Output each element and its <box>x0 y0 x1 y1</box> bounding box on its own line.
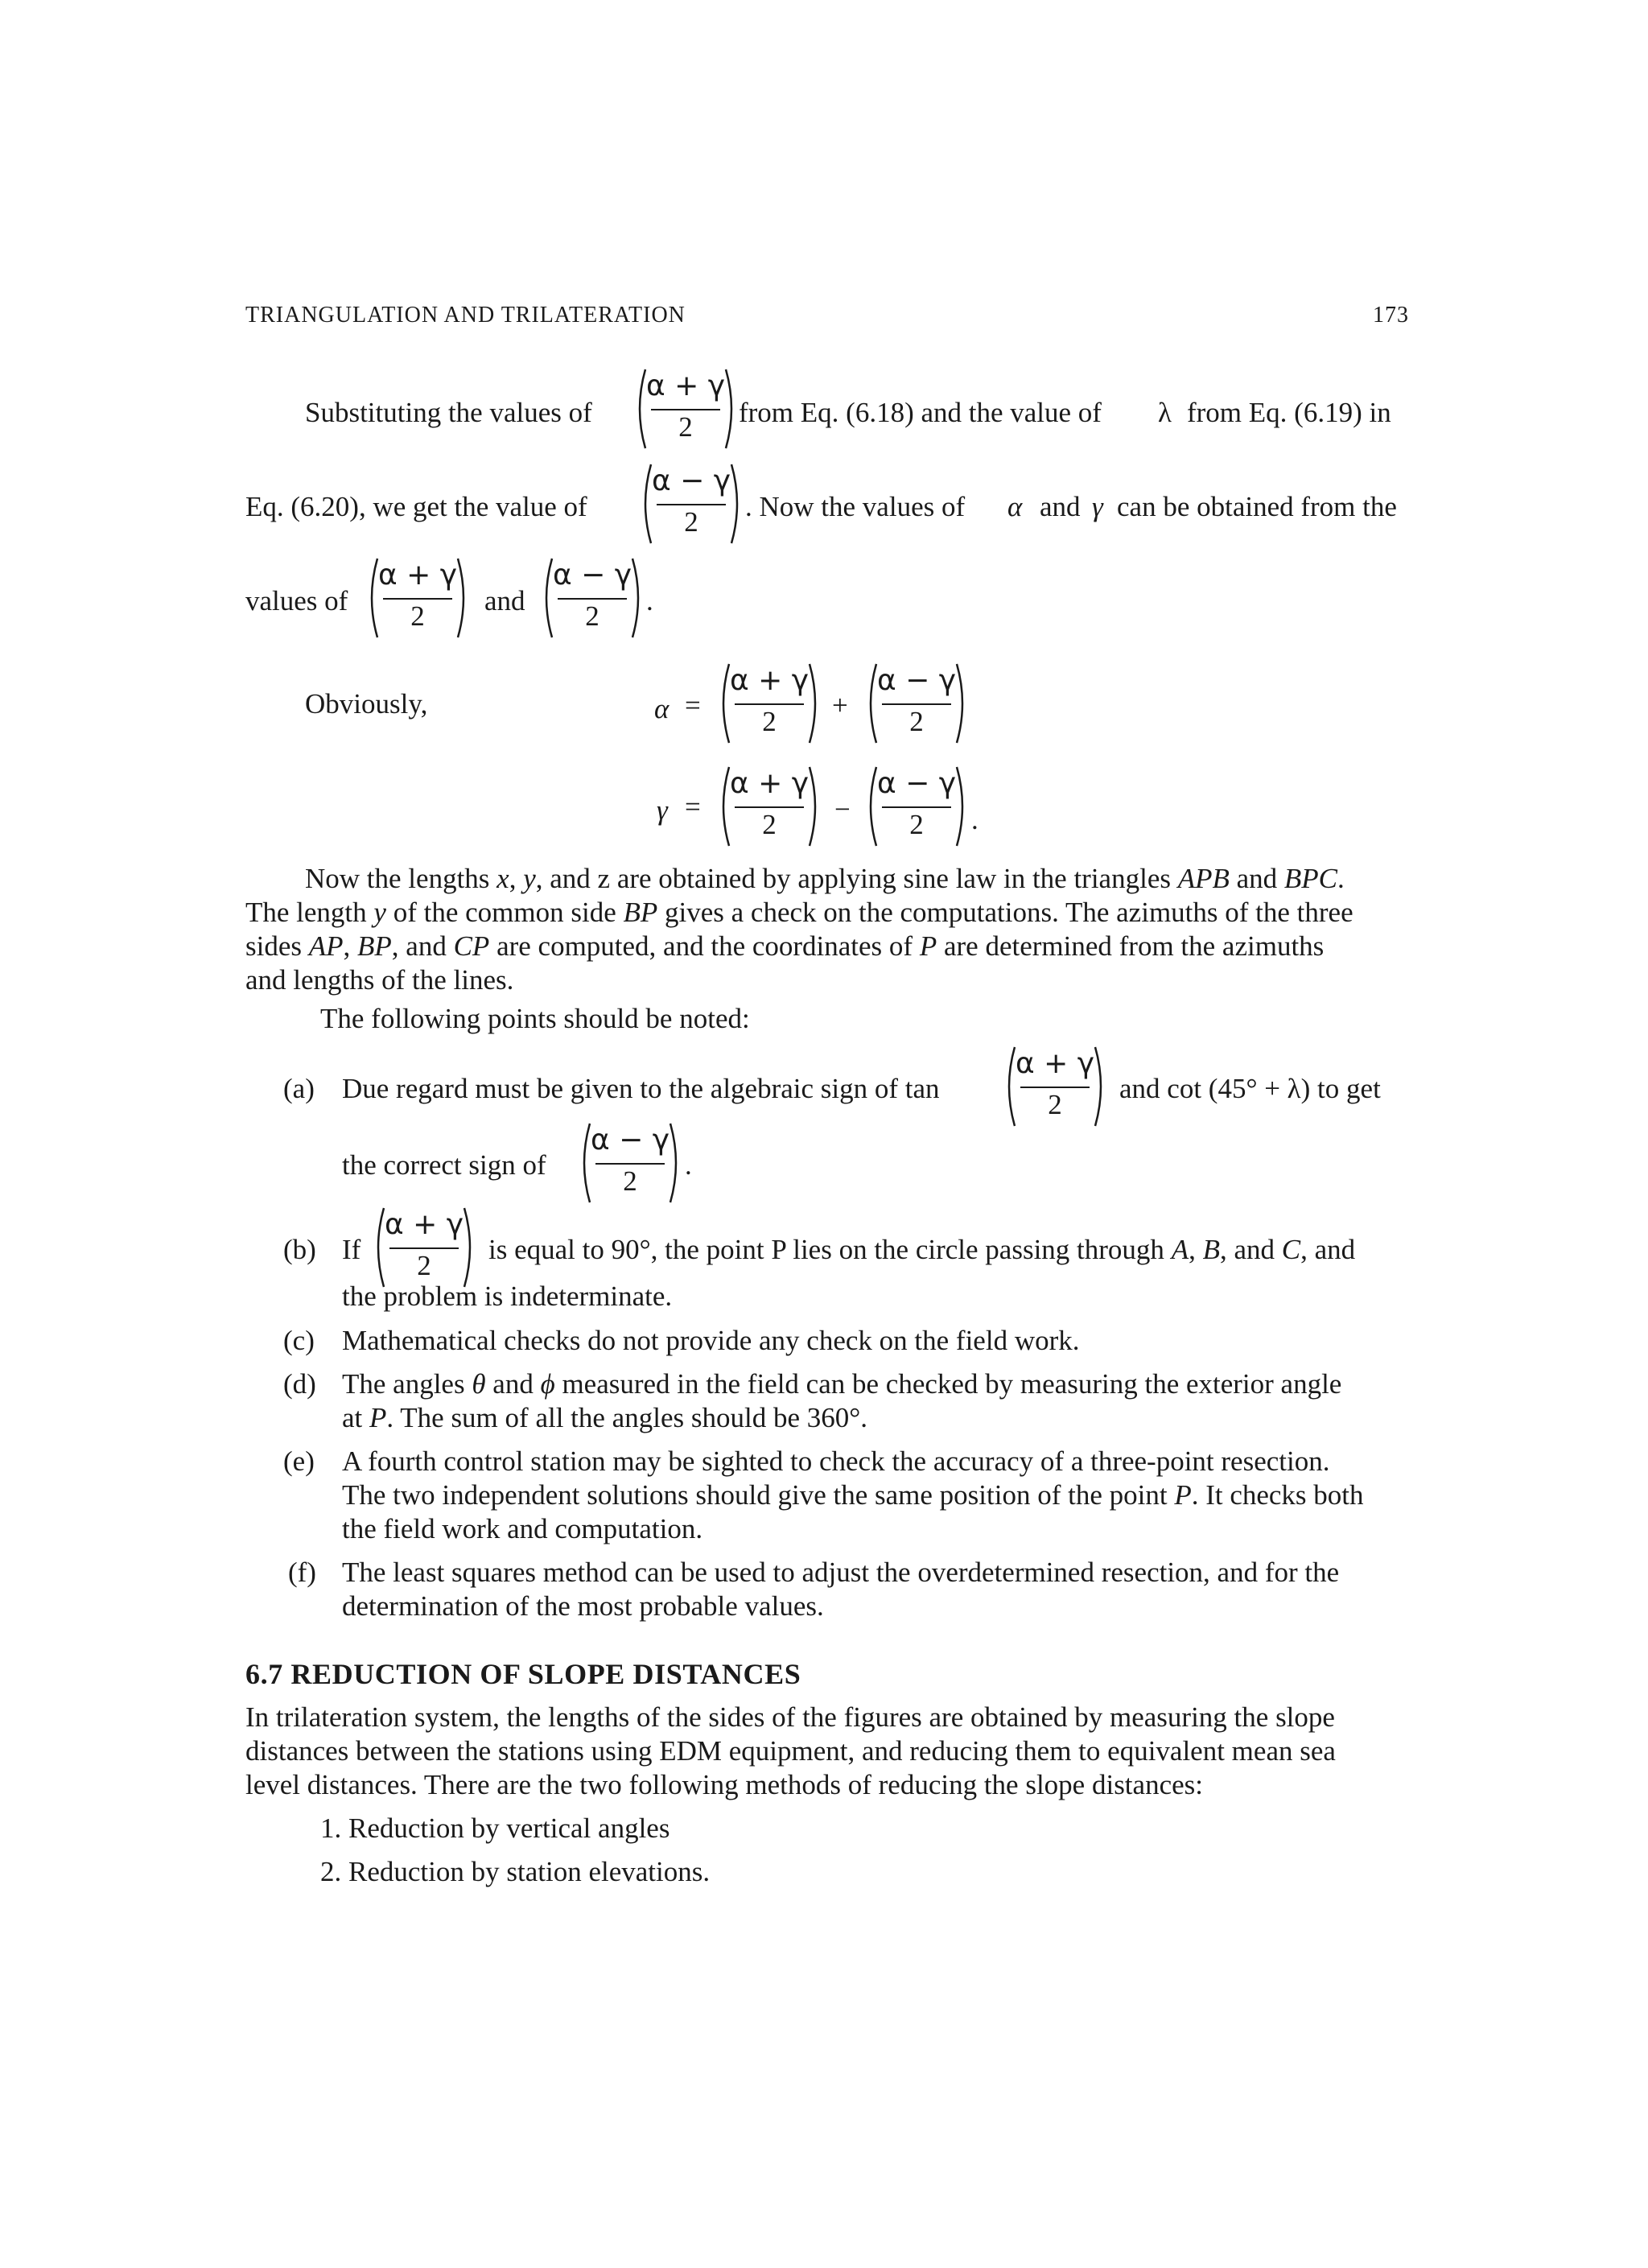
book-page <box>245 0 1409 2268</box>
fraction-denominator: 2 <box>684 506 698 538</box>
section-para-line1: In trilateration system, the lengths of the sides of the figures are obtained by measuring the slope <box>245 1701 1335 1733</box>
note-c-text: Mathematical checks do not provide any check on the field work. <box>342 1325 1080 1356</box>
right-paren <box>1093 1045 1109 1128</box>
right-paren <box>455 556 472 640</box>
right-paren <box>462 1206 478 1289</box>
alpha-symbol: α <box>1007 491 1023 522</box>
fraction-sum <box>364 556 472 640</box>
fraction-bar <box>651 409 720 410</box>
fraction-denominator: 2 <box>678 411 693 443</box>
fraction-bar <box>383 598 452 600</box>
fraction-numerator: α − γ <box>877 767 957 800</box>
para1-line1: Now the lengths x, y, and z are obtained by applying sine law in the triangles APB and BPC. <box>305 863 1345 894</box>
fraction-denominator: 2 <box>1048 1089 1062 1120</box>
fraction-numerator: α − γ <box>652 464 731 497</box>
note-c-label: (c) <box>283 1325 315 1356</box>
section-para-line2: distances between the stations using EDM equipment, and reducing them to equivalent mean sea <box>245 1735 1336 1767</box>
intro-line2-and: and <box>1040 491 1081 522</box>
intro-line2-text-c: can be obtained from the <box>1117 491 1397 522</box>
list-item: 2. Reduction by station elevations. <box>320 1856 711 1887</box>
note-a-line2: the correct sign of <box>342 1149 546 1181</box>
note-b-if: If <box>342 1234 361 1265</box>
fraction-bar <box>657 504 726 505</box>
right-paren <box>954 662 970 745</box>
fraction-diff <box>863 662 970 745</box>
obviously-label: Obviously, <box>305 688 428 720</box>
para1-line4: and lengths of the lines. <box>245 964 514 996</box>
eq2-equals: = <box>685 791 701 823</box>
fraction-numerator: α + γ <box>1016 1047 1095 1080</box>
fraction-denominator: 2 <box>623 1165 637 1197</box>
fraction-bar <box>595 1163 665 1165</box>
fraction-denominator: 2 <box>585 600 599 632</box>
right-paren <box>630 556 646 640</box>
fraction-diff <box>637 462 745 546</box>
gamma-symbol: γ <box>1092 491 1103 522</box>
note-d-line1: The angles θ and ϕ measured in the field can be checked by measuring the exterior angle <box>342 1368 1342 1400</box>
note-e-line1: A fourth control station may be sighted to check the accuracy of a three-point resection. <box>342 1445 1330 1477</box>
note-b-label: (b) <box>283 1234 316 1265</box>
fraction-diff <box>538 556 646 640</box>
intro-line2-text-a: Eq. (6.20), we get the value of <box>245 491 587 522</box>
fraction-denominator: 2 <box>909 809 924 840</box>
fraction-denominator: 2 <box>410 600 425 632</box>
note-e-label: (e) <box>283 1445 315 1477</box>
note-d-label: (d) <box>283 1368 316 1400</box>
fraction-bar <box>558 598 627 600</box>
fraction-numerator: α + γ <box>385 1208 464 1241</box>
note-b-line2: the problem is indeterminate. <box>342 1280 673 1312</box>
eq1-alpha: α <box>654 693 670 724</box>
fraction-bar <box>735 703 804 705</box>
section-heading: 6.7 REDUCTION OF SLOPE DISTANCES <box>245 1658 801 1690</box>
period: . <box>646 585 653 616</box>
intro-line1-text-c: from Eq. (6.19) in <box>1187 397 1391 428</box>
note-a-period: . <box>685 1149 692 1181</box>
eq2-gamma: γ <box>657 794 668 826</box>
right-paren <box>807 662 823 745</box>
intro-line1-text-a: Substituting the values of <box>305 397 592 428</box>
fraction-bar <box>1020 1087 1090 1088</box>
para1-line3: sides AP, BP, and CP are computed, and the coordinates of P are determined from the azimuths <box>245 930 1325 962</box>
note-a-label: (a) <box>283 1073 315 1104</box>
fraction-numerator: α + γ <box>378 559 458 592</box>
note-a-text: Due regard must be given to the algebraic sign of tan <box>342 1073 940 1104</box>
eq1-equals: = <box>685 690 701 721</box>
intro-line1-text-b: from Eq. (6.18) and the value of <box>739 397 1102 428</box>
lambda-symbol: λ <box>1158 397 1172 428</box>
note-e-line2: The two independent solutions should give the same position of the point P. It checks both <box>342 1479 1364 1511</box>
fraction-numerator: α + γ <box>646 369 726 402</box>
fraction-bar <box>735 806 804 808</box>
intro-line3-text-a: values of <box>245 585 348 616</box>
fraction-bar <box>389 1247 459 1249</box>
page-number: 173 <box>1373 303 1409 328</box>
eq1-plus: + <box>832 690 848 721</box>
note-d-line2: at P. The sum of all the angles should be 360°. <box>342 1402 867 1433</box>
section-para-line3: level distances. There are the two following methods of reducing the slope distances: <box>245 1769 1203 1800</box>
fraction-bar <box>882 703 951 705</box>
fraction-numerator: α + γ <box>730 664 810 697</box>
note-f-label: (f) <box>288 1557 316 1588</box>
fraction-sum <box>715 765 823 848</box>
fraction-sum <box>1001 1045 1109 1128</box>
note-e-line3: the field work and computation. <box>342 1513 703 1544</box>
fraction-numerator: α − γ <box>591 1124 670 1157</box>
fraction-bar <box>882 806 951 808</box>
right-paren <box>954 765 970 848</box>
fraction-sum <box>370 1206 478 1289</box>
note-f-line1: The least squares method can be used to adjust the overdetermined resection, and for the <box>342 1557 1340 1588</box>
fraction-denominator: 2 <box>762 809 777 840</box>
fraction-denominator: 2 <box>762 706 777 737</box>
running-title: TRIANGULATION AND TRILATERATION <box>245 303 686 328</box>
right-paren <box>807 765 823 848</box>
fraction-sum <box>632 367 740 451</box>
right-paren <box>668 1121 684 1205</box>
fraction-diff <box>576 1121 684 1205</box>
note-b-text: is equal to 90°, the point P lies on the circle passing through A, B, and C, and <box>488 1234 1356 1265</box>
note-a-text2: and cot (45° + λ) to get <box>1119 1073 1381 1104</box>
intro-line2-text-b: . Now the values of <box>745 491 966 522</box>
fraction-numerator: α − γ <box>877 664 957 697</box>
fraction-sum <box>715 662 823 745</box>
right-paren <box>723 367 740 451</box>
fraction-numerator: α + γ <box>730 767 810 800</box>
fraction-denominator: 2 <box>417 1250 431 1281</box>
notes-intro: The following points should be noted: <box>320 1003 750 1034</box>
right-paren <box>729 462 745 546</box>
note-f-line2: determination of the most probable values. <box>342 1590 824 1622</box>
list-item: 1. Reduction by vertical angles <box>320 1812 670 1844</box>
fraction-numerator: α − γ <box>553 559 632 592</box>
eq2-minus: − <box>834 794 851 825</box>
para1-line2: The length y of the common side BP gives a check on the computations. The azimuths of the three <box>245 897 1353 928</box>
intro-line3-and: and <box>484 585 525 616</box>
fraction-denominator: 2 <box>909 706 924 737</box>
fraction-diff <box>863 765 970 848</box>
eq2-period: . <box>971 804 978 835</box>
